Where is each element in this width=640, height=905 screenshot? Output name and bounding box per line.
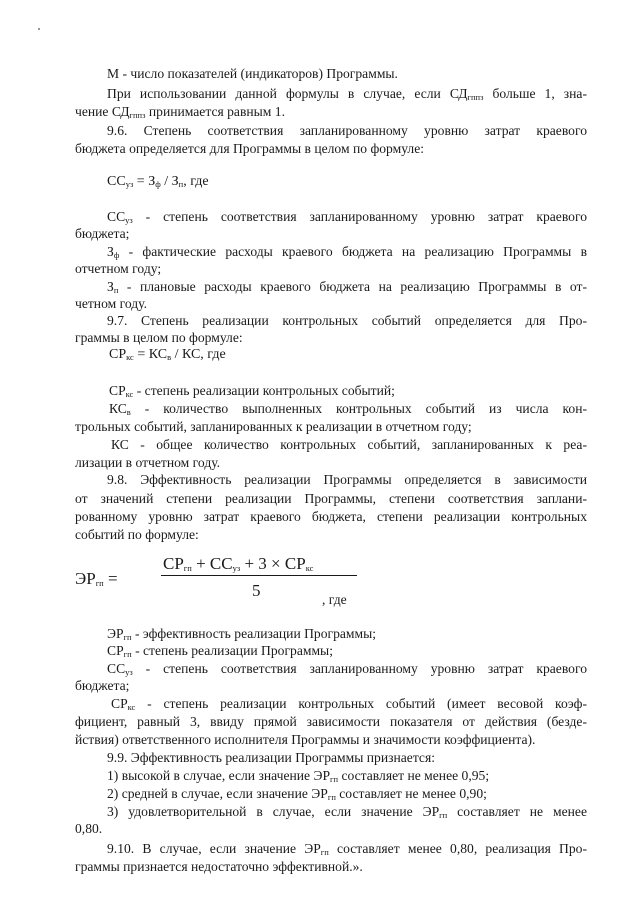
section-9-7-heading: 9.7. Степень реализации контрольных событий определяется для Про- xyxy=(107,313,587,328)
paragraph-line: событий по формуле: xyxy=(75,527,199,542)
definition-line: $СС_{уз}$ - степень соответствия запланированному уровню затрат краевого xyxy=(107,661,587,677)
definition-line: $З_ф$ - фактические расходы краевого бюджета на реализацию Программы в xyxy=(107,244,587,260)
list-item: 3) удовлетворительной в случае, если значение $ЭР_{гп}$ составляет не менее xyxy=(107,804,587,820)
definition-line: йствия) ответственного исполнителя Программы и значимости коэффициента). xyxy=(75,732,536,747)
scan-speck xyxy=(38,28,40,30)
definition-line: $СС_{уз}$ - степень соответствия запланированному уровню затрат краевого xyxy=(107,209,587,225)
definition-line: $ЭР_{гп}$ - эффективность реализации Программы; xyxy=(107,626,377,642)
list-item: 0,80. xyxy=(75,821,103,836)
paragraph-line: рованному уровню затрат краевого бюджета, степени реализации контрольных xyxy=(75,509,587,524)
definition-line: четном году. xyxy=(75,296,148,311)
definition-line: трольных событий, запланированных к реализации в отчетном году; xyxy=(75,419,472,434)
definition-line: $З_п$ - плановые расходы краевого бюджета на реализацию Программы в от- xyxy=(107,279,587,295)
definition-line: КС - общее количество контрольных событий, запланированных к реа- xyxy=(111,437,587,452)
formula-srks: $СР_{кс} = КС_в$ / КС, где xyxy=(109,347,226,362)
definition-line: $СР_{гп}$ - степень реализации Программы; xyxy=(107,643,333,659)
paragraph-line: граммы в целом по формуле: xyxy=(75,330,243,345)
definition-line: бюджета; xyxy=(75,226,130,241)
formula-lhs: $ЭР_{гп}$ = xyxy=(75,569,118,588)
paragraph-line: При использовании данной формулы в случае, если $СД_{гппз}$ больше 1, зна- xyxy=(107,86,587,102)
paragraph-line: граммы признается недостаточно эффективной.». xyxy=(75,859,363,874)
paragraph-line: от значений степени реализации Программы, степени соответствия заплани- xyxy=(75,491,587,506)
formula-denominator: 5 xyxy=(252,581,261,600)
paragraph-line: чение $СД_{гппз}$ принимается равным 1. xyxy=(75,104,285,120)
paragraph-line: бюджета определяется для Программы в целом по формуле: xyxy=(75,141,425,156)
definition-line: $СР_{кс}$ - степень реализации контрольных событий; xyxy=(109,383,395,399)
definition-line: $КС_в$ - количество выполненных контрольных событий из числа кон- xyxy=(109,401,587,417)
list-item: 1) высокой в случае, если значение $ЭР_{гп}$ составляет не менее 0,95; xyxy=(107,768,490,784)
section-9-9-heading: 9.9. Эффективность реализации Программы признается: xyxy=(107,750,435,765)
formula-numerator: $СР_{гп} + СС_{уз} + 3 \times СР_{кс}$ xyxy=(163,554,314,573)
definition-line: отчетном году; xyxy=(75,261,162,276)
list-item: 2) средней в случае, если значение $ЭР_{гп}$ составляет не менее 0,90; xyxy=(107,786,487,802)
formula-suffix: , где xyxy=(322,592,347,607)
section-9-10-heading: 9.10. В случае, если значение $ЭР_{гп}$ составляет менее 0,80, реализация Про- xyxy=(107,841,587,857)
section-9-6-heading: 9.6. Степень соответствия запланированному уровню затрат краевого xyxy=(107,123,587,138)
definition-line: бюджета; xyxy=(75,678,130,693)
fraction-bar xyxy=(161,575,357,576)
formula-ccuz: $СС_{уз} = З_ф / З_п$, где xyxy=(107,174,209,189)
paragraph-line: М - число показателей (индикаторов) Программы. xyxy=(107,66,398,81)
definition-line: лизации в отчетном году. xyxy=(75,455,221,470)
definition-line: $СР_{кс}$ - степень реализации контрольных событий (имеет весовой коэф- xyxy=(111,696,587,712)
definition-line: фициент, равный 3, ввиду прямой зависимости показателя от действия (безде- xyxy=(75,714,587,729)
section-9-8-heading: 9.8. Эффективность реализации Программы определяется в зависимости xyxy=(107,472,587,487)
